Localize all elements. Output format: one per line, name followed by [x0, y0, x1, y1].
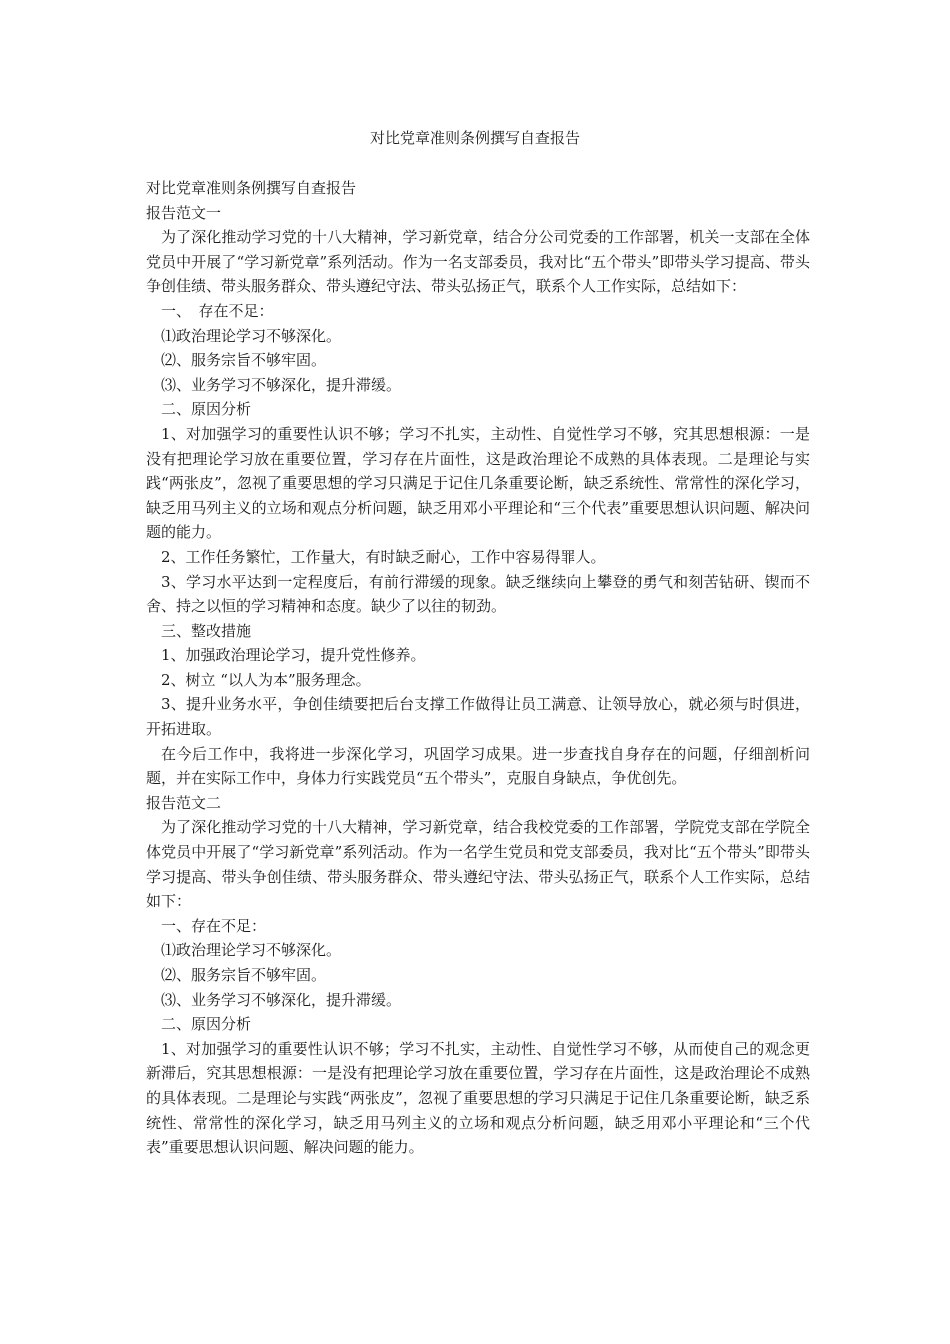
paragraph: 报告范文一 [146, 203, 222, 222]
paragraph: ⑶、业务学习不够深化，提升滞缓。 [161, 990, 402, 1009]
paragraph: 2、工作任务繁忙，工作量大，有时缺乏耐心，工作中容易得罪人。 [161, 547, 606, 566]
paragraph: 二、原因分析 [161, 1015, 252, 1034]
paragraph: 1、加强政治理论学习，提升党性修养。 [161, 646, 426, 665]
paragraph: 一、存在不足： [161, 916, 267, 935]
paragraph: 在今后工作中，我将进一步深化学习，巩固学习成果。进一步查找自身存在的问题，仔细剖析问题，并在实际工作中，身体力行实践党员“五个带头”，克服自身缺点，争优创先。 [146, 744, 810, 788]
paragraph: 1、对加强学习的重要性认识不够；学习不扎实，主动性、自觉性学习不够，从而使自己的观念更新滞后，究其思想根源：一是没有把理论学习放在重要位置，学习存在片面性，这是政治理论不成熟的具体表现。二是理论与实践“两张皮”，忽视了重要思想的学习只满足于记住几条重要论断，缺乏系统性、常常性的深化学习，缺乏用马列主义的立场和观点分析问题，缺乏用邓小平理论和“三个代表”重要思想认识问题、解决问题的能力。 [146, 1039, 810, 1157]
paragraph: 对比党章准则条例撰写自查报告 [146, 179, 357, 197]
paragraph: 3、提升业务水平，争创佳绩要把后台支撑工作做得让员工满意、让领导放心，就必须与时俱进，开拓进取。 [146, 695, 810, 739]
paragraph: 3、学习水平达到一定程度后，有前行滞缓的现象。缺乏继续向上攀登的勇气和刻苦钻研、锲而不舍、持之以恒的学习精神和态度。缺少了以往的韧劲。 [146, 572, 810, 616]
paragraph: 三、整改措施 [161, 621, 252, 640]
paragraph: ⑶、业务学习不够深化，提升滞缓。 [161, 375, 402, 394]
paragraph: 报告范文二 [146, 793, 222, 812]
document-body [146, 176, 810, 1160]
paragraph: 二、原因分析 [161, 400, 252, 419]
paragraph: 为了深化推动学习党的十八大精神，学习新党章，结合分公司党委的工作部署，机关一支部在全体党员中开展了“学习新党章”系列活动。作为一名支部委员，我对比“五个带头”即带头学习提高、带头争创佳绩、带头服务群众、带头遵纪守法、带头弘扬正气，联系个人工作实际，总结如下： [146, 228, 810, 296]
paragraph: ⑵、服务宗旨不够牢固。 [161, 351, 327, 370]
paragraph: ⑵、服务宗旨不够牢固。 [161, 966, 327, 984]
paragraph: 为了深化推动学习党的十八大精神，学习新党章，结合我校党委的工作部署，学院党支部在学院全体党员中开展了“学习新党章”系列活动。作为一名学生党员和党支部委员，我对比“五个带头”即带头学习提高、带头争创佳绩、带头服务群众、带头遵纪守法、带头弘扬正气，联系个人工作实际，总结如下： [146, 818, 810, 911]
document-title: 对比党章准则条例撰写自查报告 [369, 129, 580, 147]
paragraph: ⑴政治理论学习不够深化。 [161, 941, 342, 960]
paragraph: ⑴政治理论学习不够深化。 [161, 326, 342, 345]
paragraph: 2、树立 “以人为本”服务理念。 [161, 670, 371, 689]
paragraph: 一、 存在不足： [161, 301, 274, 320]
paragraph: 1、对加强学习的重要性认识不够；学习不扎实，主动性、自觉性学习不够，究其思想根源：一是没有把理论学习放在重要位置，学习存在片面性，这是政治理论不成熟的具体表现。二是理论与实践“两张皮”，忽视了重要思想的学习只满足于记住几条重要论断，缺乏系统性、常常性的深化学习，缺乏用马列主义的立场和观点分析问题，缺乏用邓小平理论和“三个代表”重要思想认识问题、解决问题的能力。 [146, 424, 810, 542]
